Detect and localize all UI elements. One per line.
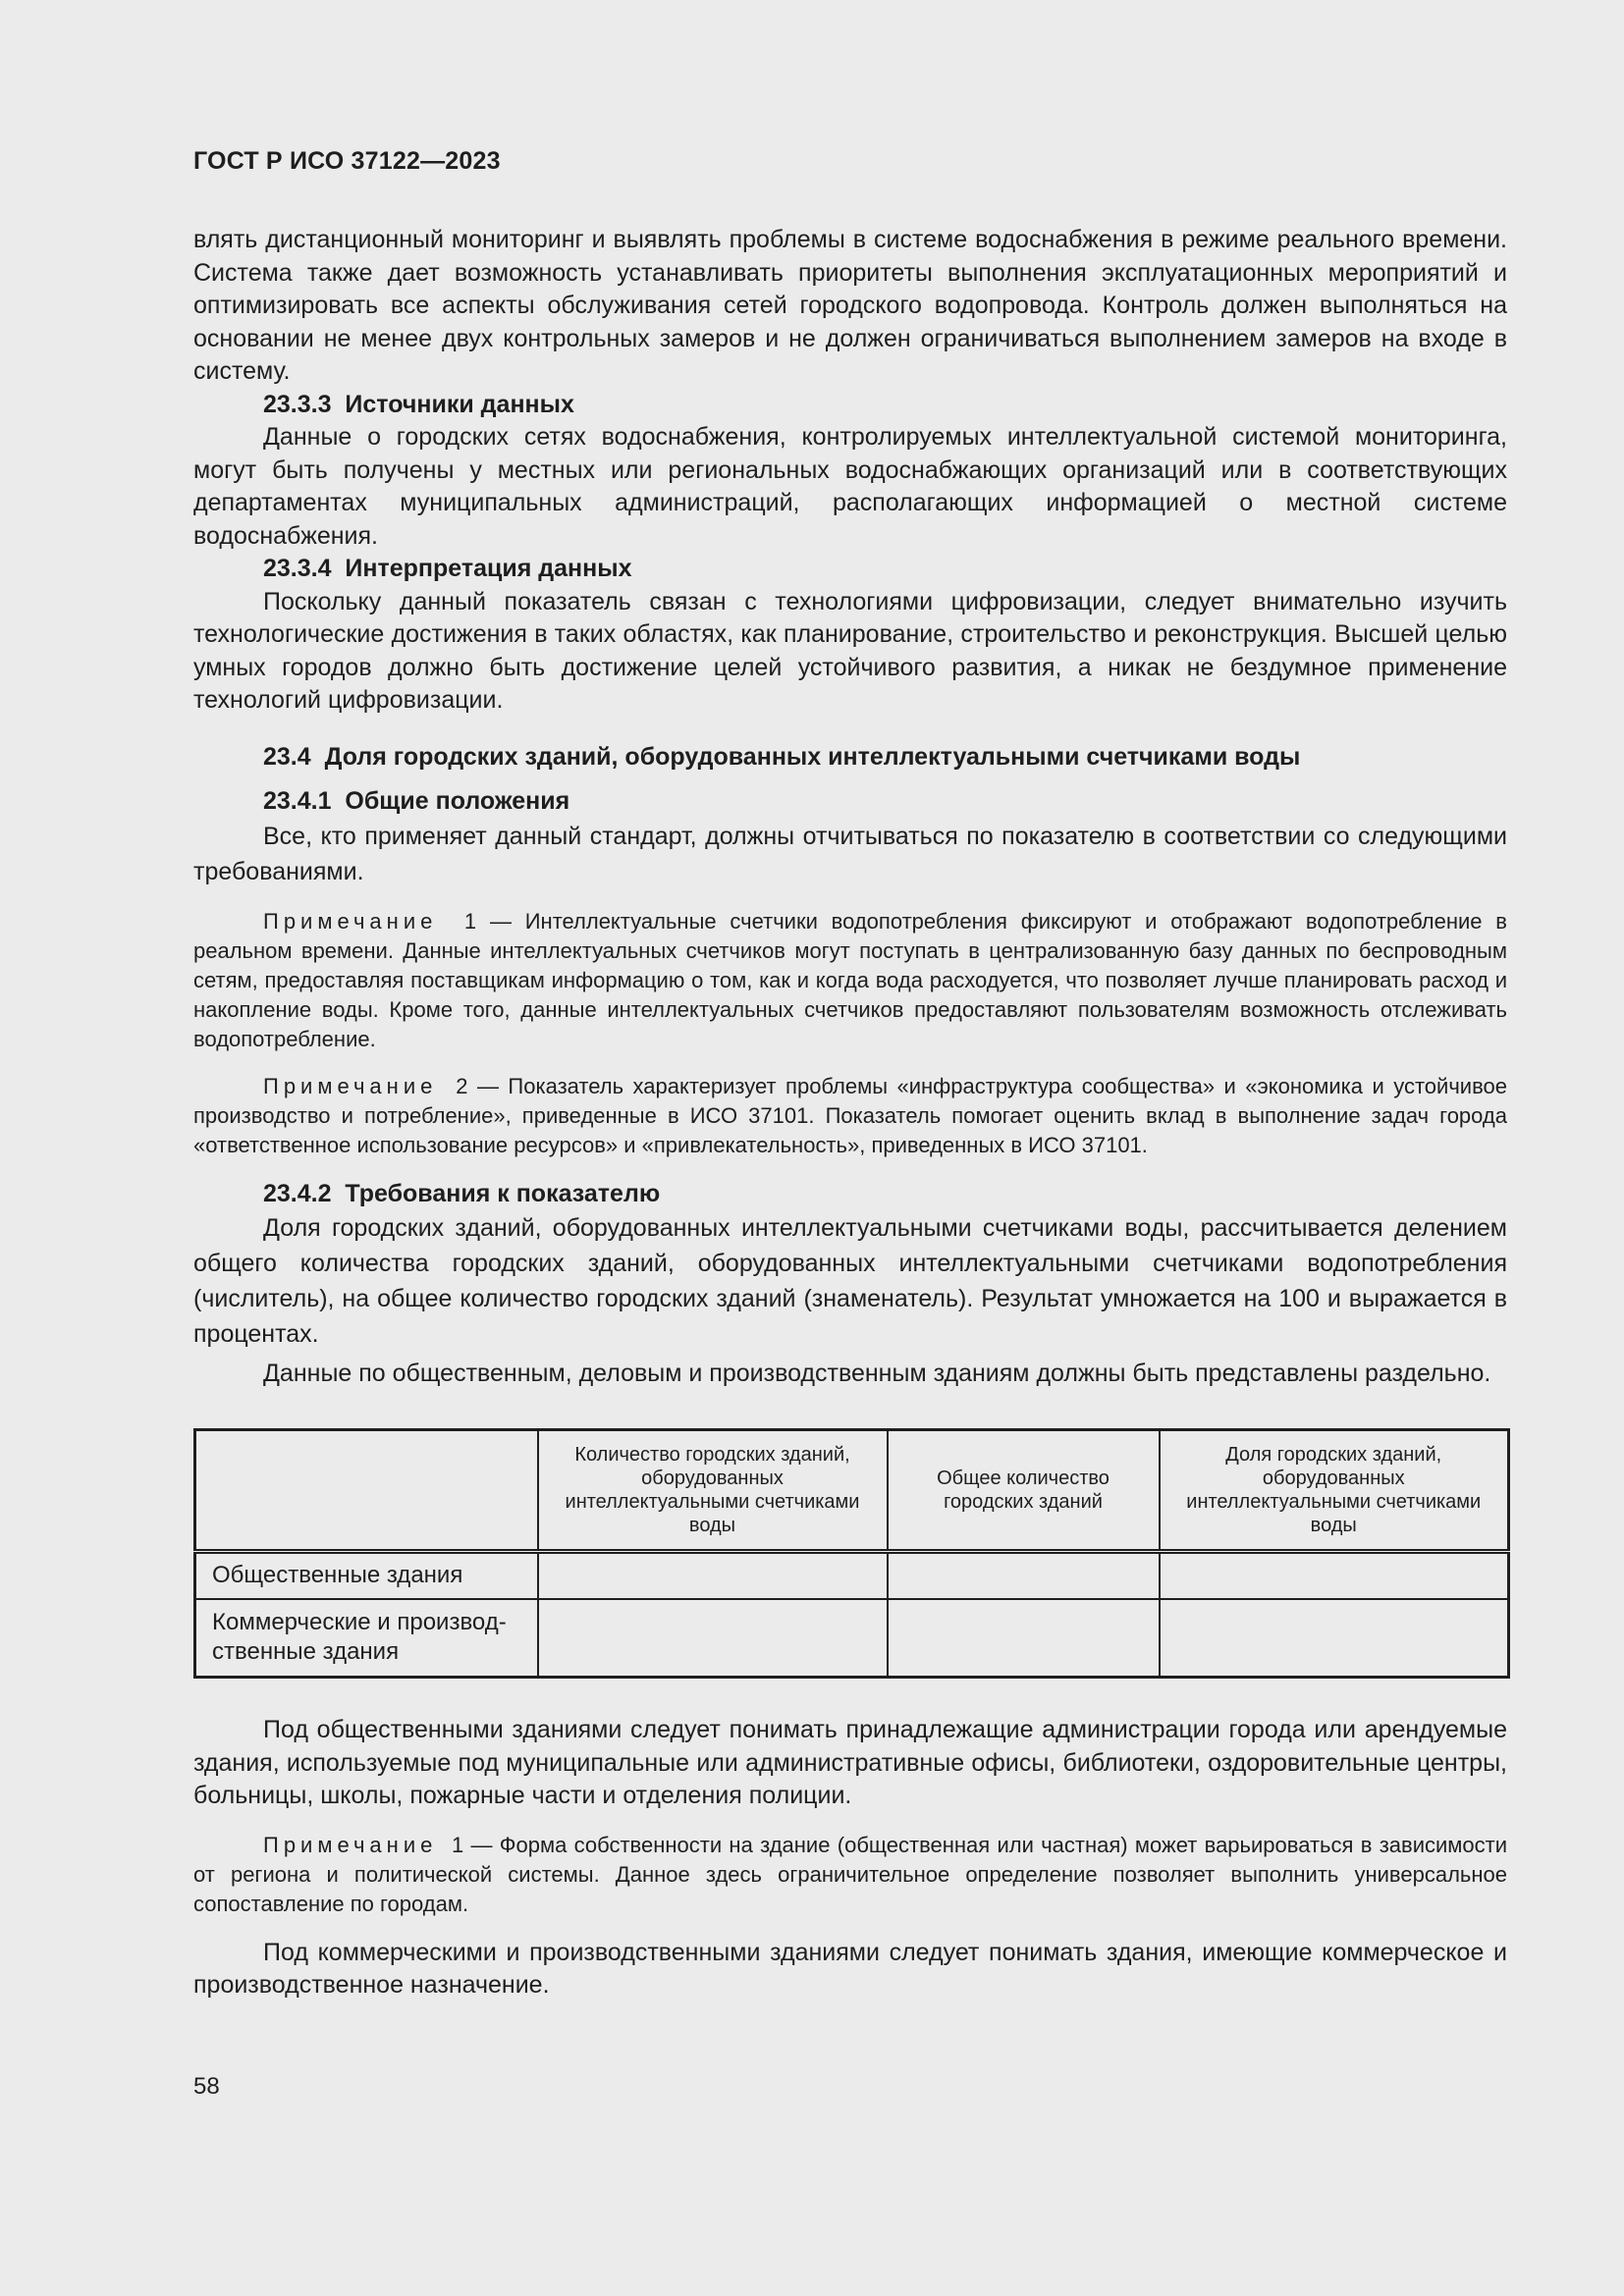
- heading-title: Общие положения: [345, 787, 570, 815]
- table-header-cell: Общее количество городских зданий: [888, 1430, 1160, 1552]
- table-row-label: Коммерческие и производственные здания: [195, 1599, 538, 1678]
- heading-number: 23.3.3: [263, 390, 332, 418]
- table-cell: [1160, 1599, 1509, 1678]
- paragraph-data-interpretation: Поскольку данный показатель связан с технологиями цифровизации, следует внимательно изучить технологические достижения в таких областях, как планирование, строительство и реконструкция. Высшей целью умных городов должно быть достижение целей устойчивого развития, а никак не бездумное применение технологий цифровизации.: [193, 587, 1507, 714]
- page-content: [193, 224, 1507, 2002]
- table-header-cell: Доля городских зданий, оборудованных интеллектуальными счетчиками воды: [1160, 1430, 1509, 1552]
- note-label: Примечание: [263, 1832, 438, 1857]
- heading-number: 23.4: [263, 742, 311, 771]
- table-header-cell: Количество городских зданий, оборудованных интеллектуальными счетчиками воды: [538, 1430, 888, 1552]
- note-text: 2 — Показатель характеризует проблемы «инфраструктура сообщества» и «экономика и устойчивое производство и потребление», приведенные в ИСО 37101. Показатель помогает оценить вклад в выполнение задач города «ответственное использование ресурсов» и «привлекательность», приведенных в ИСО 37101.: [193, 1073, 1507, 1157]
- heading-title: Интерпретация данных: [345, 555, 632, 582]
- paragraph-separate-data: Данные по общественным, деловым и производственным зданиям должны быть представлены раздельно.: [263, 1360, 1491, 1387]
- document-header: ГОСТ Р ИСО 37122—2023: [193, 147, 501, 175]
- heading-title: Доля городских зданий, оборудованных интеллектуальными счетчиками воды: [324, 742, 1301, 771]
- buildings-table: [193, 1428, 1510, 1679]
- paragraph-requirements: Доля городских зданий, оборудованных интеллектуальными счетчиками воды, рассчитывается делением общего количества городских зданий, оборудованных интеллектуальными счетчиками водопотребления (числитель), на общее количество городских зданий (знаменатель). Результат умножается на 100 и выражается в процентах.: [193, 1214, 1507, 1348]
- heading-number: 23.4.2: [263, 1179, 332, 1207]
- note-label: Примечание: [263, 908, 438, 934]
- paragraph-public-buildings: Под общественными зданиями следует понимать принадлежащие администрации города или арендуемые здания, используемые под муниципальные или административные офисы, библиотеки, оздоровительные центры, больницы, школы, пожарные части и отделения полиции.: [193, 1716, 1507, 1809]
- note-label: Примечание: [263, 1073, 438, 1098]
- heading-title: Требования к показателю: [345, 1179, 661, 1207]
- page-number: 58: [193, 2073, 220, 2100]
- heading-23-4-2: [193, 1178, 1507, 1211]
- note-text: 1 — Интеллектуальные счетчики водопотребления фиксируют и отображают водопотребление в реальном времени. Данные интеллектуальных счетчиков могут поступать в централизованную базу данных по беспроводным сетям, предоставляя поставщикам информацию о том, как и когда вода расходуется, что позволяет лучше планировать расход и накопление воды. Кроме того, данные интеллектуальных счетчиков предоставляют пользователям возможность отслеживать водопотребление.: [193, 908, 1507, 1051]
- table-row: [195, 1599, 1509, 1678]
- paragraph-continuation: влять дистанционный мониторинг и выявлять проблемы в системе водоснабжения в режиме реального времени. Система также дает возможность устанавливать приоритеты выполнения эксплуатационных мероприятий и оптимизировать все аспекты обслуживания сетей городского водопровода. Контроль должен выполняться на основании не менее двух контрольных замеров и не должен ограничиваться выполнением замеров на входе в систему.: [193, 226, 1507, 385]
- table-row-label: Общественные здания: [195, 1552, 538, 1599]
- paragraph-commercial-buildings: Под коммерческими и производственными зданиями следует понимать здания, имеющие коммерческое и производственное назначение.: [193, 1938, 1507, 1999]
- table-header-cell: [195, 1430, 538, 1552]
- table-header-row: [195, 1430, 1509, 1552]
- note-text: 1 — Форма собственности на здание (общественная или частная) может варьироваться в зависимости от региона и политической системы. Данное здесь ограничительное определение позволяет выполнить универсальное сопоставление по городам.: [193, 1832, 1508, 1916]
- table-row: [195, 1552, 1509, 1599]
- heading-number: 23.3.4: [263, 555, 332, 582]
- table-cell: [888, 1552, 1160, 1599]
- note-3: [193, 1831, 1507, 1919]
- heading-title: Источники данных: [345, 390, 574, 418]
- heading-23-4-1: [193, 785, 1507, 819]
- heading-23-3-3: [193, 389, 1507, 422]
- table-cell: [538, 1552, 888, 1599]
- table-cell: [538, 1599, 888, 1678]
- note-1: [193, 907, 1507, 1054]
- note-2: [193, 1072, 1507, 1160]
- paragraph-data-sources: Данные о городских сетях водоснабжения, контролируемых интеллектуальной системой мониторинга, могут быть получены у местных или региональных водоснабжающих организаций или в соответствующих департаментах муниципальных администраций, располагающих информацией о местной системе водоснабжения.: [193, 423, 1507, 550]
- heading-23-4: [193, 741, 1507, 774]
- heading-number: 23.4.1: [263, 787, 332, 815]
- paragraph-general: Все, кто применяет данный стандарт, должны отчитываться по показателю в соответствии со следующими требованиями.: [193, 822, 1507, 885]
- table-cell: [888, 1599, 1160, 1678]
- table-cell: [1160, 1552, 1509, 1599]
- heading-23-3-4: [193, 553, 1507, 586]
